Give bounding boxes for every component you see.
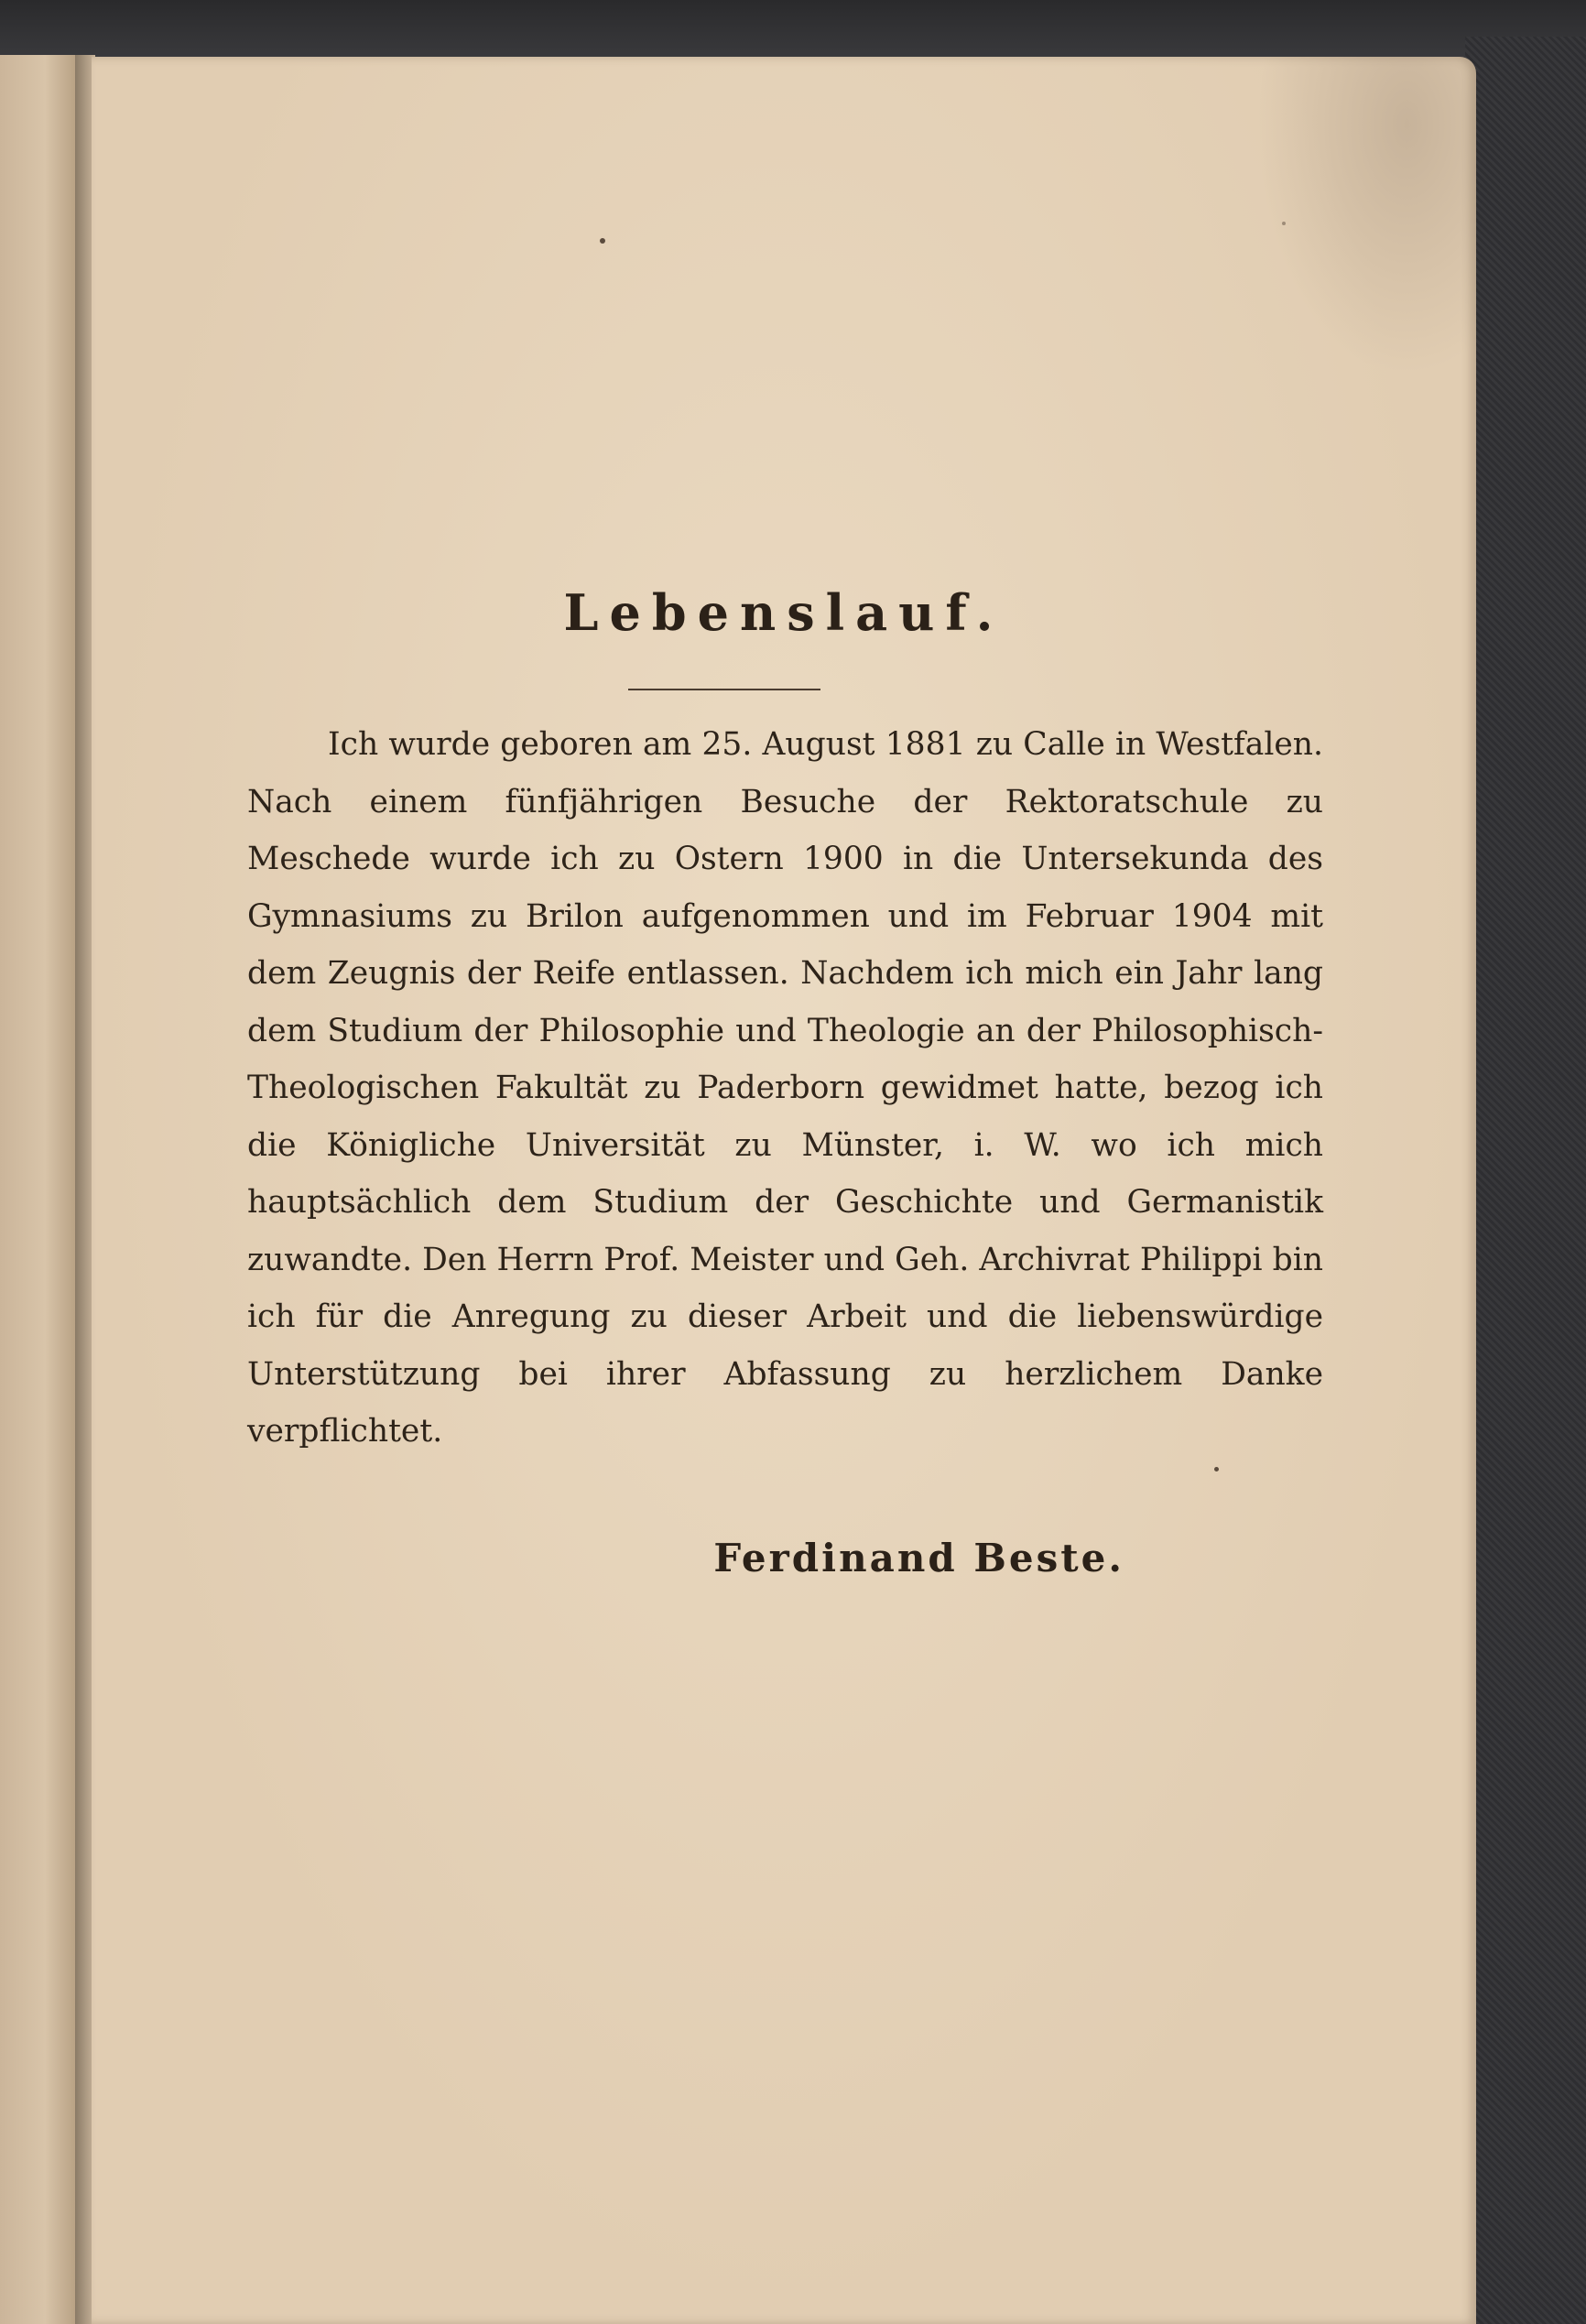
left-page-edge bbox=[0, 55, 77, 2324]
book-binding-top bbox=[0, 0, 1586, 64]
document-page bbox=[92, 57, 1476, 2324]
author-signature: Ferdinand Beste. bbox=[713, 1536, 1124, 1580]
paper-speck bbox=[600, 238, 605, 244]
paper-speck bbox=[1214, 1467, 1219, 1472]
biography-paragraph: Ich wurde geboren am 25. August 1881 zu Calle in Westfalen. Nach einem fünfjährigen Besuche der Rektoratschule zu Meschede wurde ich zu Ostern 1900 in die Untersekunda des Gymnasiums zu Brilon aufgenommen und im Februar 1904 mit dem Zeugnis der Reife entlassen. Nachdem ich mich ein Jahr lang dem Studium der Philosophie und Theologie an der Philosophisch-Theologischen Fakultät zu Paderborn gewidmet hatte, bezog ich die Königliche Universität zu Münster, i. W. wo ich mich hauptsächlich dem Studium der Geschichte und Germanistik zuwandte. Den Herrn Prof. Meister und Geh. Archivrat Philippi bin ich für die Anregung zu dieser Arbeit und die liebenswürdige Unterstützung bei ihrer Abfassung zu herzlichem Danke verpflichtet. bbox=[247, 726, 1323, 1450]
title-divider bbox=[628, 689, 820, 690]
paper-speck bbox=[1282, 222, 1286, 225]
page-title: Lebenslauf. bbox=[563, 583, 1005, 642]
book-cover-right bbox=[1465, 37, 1586, 2324]
